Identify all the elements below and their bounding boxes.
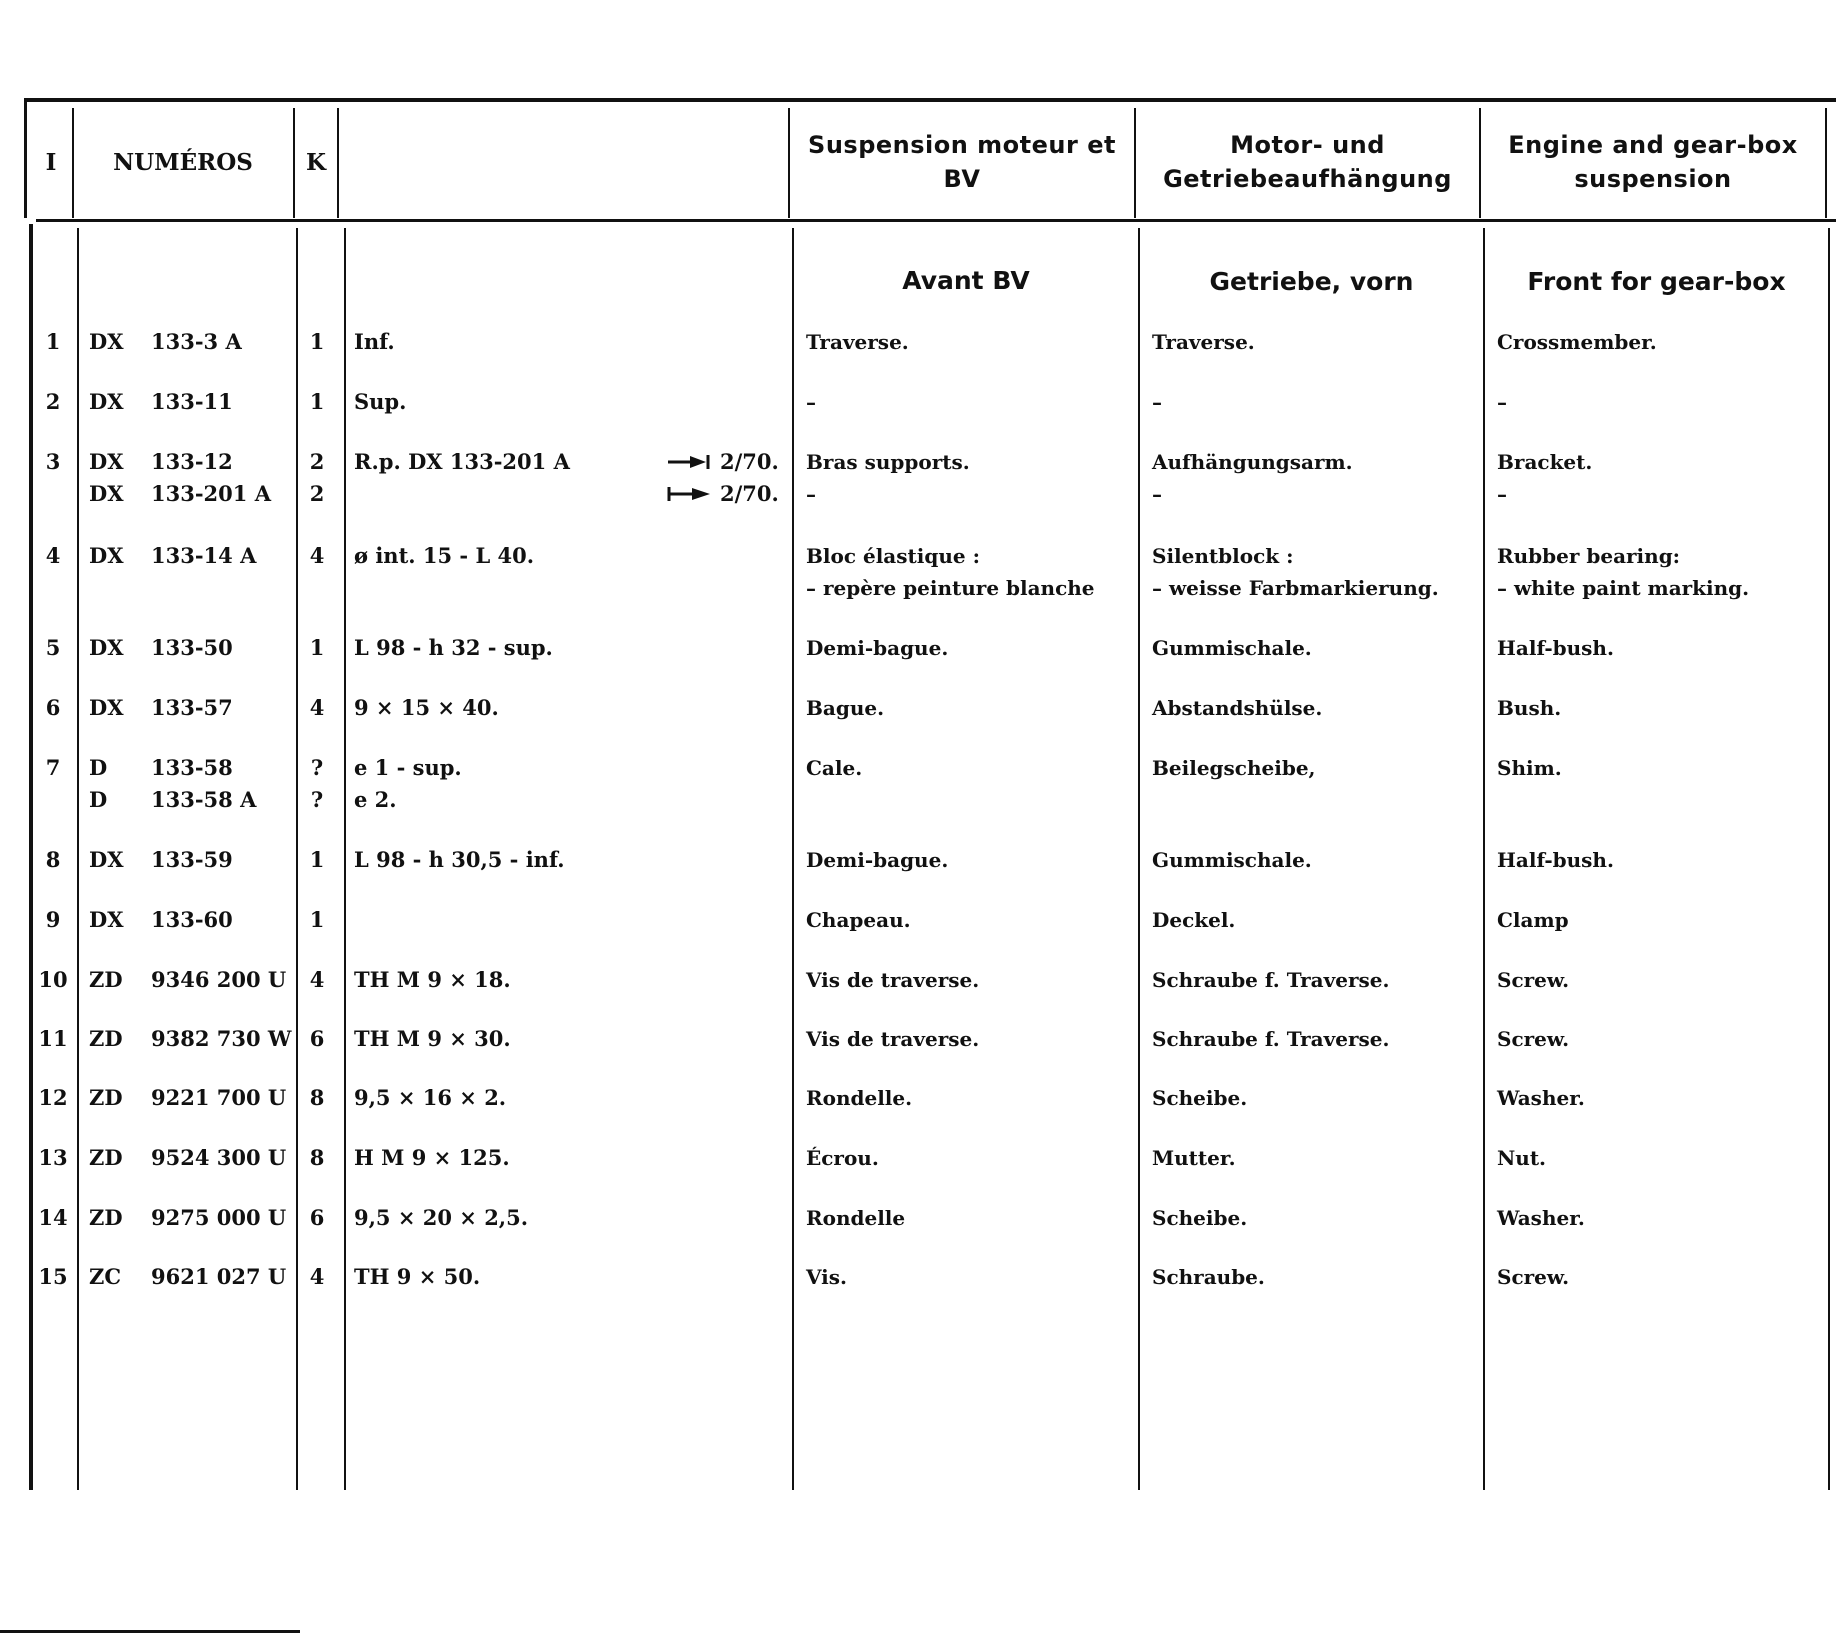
quantity: 1 [309,907,325,932]
row-index: 14 [38,1205,68,1230]
table-row [0,1082,1836,1114]
header-divider [1825,108,1827,218]
part-spec: 9,5 × 20 × 2,5. [354,1205,529,1230]
part-prefix: DX [89,389,124,414]
part-number: 9382 730 W [151,1026,292,1051]
description-french: Vis de traverse. [806,968,980,992]
bar-to-arrow-icon [666,486,712,502]
description-german: Schraube. [1152,1265,1265,1289]
quantity: ? [310,787,324,812]
header-i: I [45,148,57,176]
quantity: 1 [309,635,325,660]
part-prefix: DX [89,635,124,660]
part-spec: L 98 - h 32 - sup. [354,635,553,660]
modification-date [666,446,779,478]
part-spec: 9 × 15 × 40. [354,695,499,720]
part-spec: H M 9 × 125. [354,1145,510,1170]
table-row [0,540,1836,604]
part-number: 133-50 [151,635,233,660]
modification-arrow [666,486,712,502]
description-french: – [806,390,816,414]
description-german: Deckel. [1152,908,1236,932]
description-english: Washer. [1497,1206,1585,1230]
description-english: – [1497,482,1507,506]
part-spec: e 2. [354,787,397,812]
quantity: 1 [309,847,325,872]
quantity: 4 [309,695,325,720]
description-english: Rubber bearing: [1497,544,1681,568]
description-french: Traverse. [806,330,909,354]
header-k: K [306,148,326,176]
part-number: 133-60 [151,907,233,932]
subheader-french: Avant BV [902,266,1030,295]
header-german [1136,108,1479,216]
description-english: Clamp [1497,908,1569,932]
part-prefix: DX [89,481,124,506]
quantity: 2 [309,449,325,474]
quantity: 1 [309,329,325,354]
row-index: 6 [45,695,61,720]
header-german-line1: Motor- und [1230,131,1385,159]
part-spec: L 98 - h 30,5 - inf. [354,847,565,872]
row-index: 3 [45,449,61,474]
part-spec: R.p. DX 133-201 A [354,449,570,474]
table-row [0,1202,1836,1234]
description-german: Silentblock : [1152,544,1294,568]
part-prefix: D [89,755,108,780]
description-french: Rondelle [806,1206,906,1230]
part-prefix: ZC [89,1264,122,1289]
description-english: – white paint marking. [1497,576,1750,600]
description-french: Rondelle. [806,1086,913,1110]
part-spec: TH M 9 × 18. [354,967,511,992]
description-german: Schraube f. Traverse. [1152,1027,1390,1051]
header-english-line2: suspension [1574,165,1732,193]
description-english: Screw. [1497,1265,1570,1289]
description-french: Écrou. [806,1146,879,1170]
description-english: – [1497,390,1507,414]
subheader-german: Getriebe, vorn [1209,267,1414,296]
part-prefix: DX [89,847,124,872]
description-german: – weisse Farbmarkierung. [1152,576,1439,600]
part-prefix: DX [89,543,124,568]
description-english: Bush. [1497,696,1562,720]
quantity: 2 [309,481,325,506]
description-german: Gummischale. [1152,636,1312,660]
part-prefix: ZD [89,1145,123,1170]
description-english: Half-bush. [1497,636,1614,660]
description-german: Traverse. [1152,330,1255,354]
table-row [0,964,1836,996]
row-index: 7 [45,755,61,780]
description-french: Demi-bague. [806,636,949,660]
part-prefix: DX [89,449,124,474]
modification-date [666,478,779,510]
row-index: 13 [38,1145,68,1170]
part-number: 9346 200 U [151,967,287,992]
description-english: Screw. [1497,968,1570,992]
arrow-to-bar-icon [666,454,712,470]
table-row [0,446,1836,510]
row-index: 4 [45,543,61,568]
part-number: 133-57 [151,695,233,720]
description-german: Aufhängungsarm. [1152,450,1353,474]
part-prefix: ZD [89,1205,123,1230]
description-english: Bracket. [1497,450,1593,474]
row-index: 15 [38,1264,68,1289]
row-index: 10 [38,967,68,992]
quantity: 4 [309,967,325,992]
header-german-line2: Getriebeaufhängung [1163,165,1452,193]
quantity: 4 [309,543,325,568]
part-number: 133-12 [151,449,233,474]
table-row [0,632,1836,664]
row-index: 12 [38,1085,68,1110]
table-row [0,386,1836,418]
description-french: – repère peinture blanche [806,576,1095,600]
header-english-line1: Engine and gear-box [1508,131,1798,159]
row-index: 1 [45,329,61,354]
part-prefix: D [89,787,108,812]
part-number: 133-11 [151,389,233,414]
table-row [0,692,1836,724]
description-french: Bras supports. [806,450,970,474]
description-german: Gummischale. [1152,848,1312,872]
row-index: 9 [45,907,61,932]
modification-arrow [666,454,712,470]
description-french: Chapeau. [806,908,911,932]
header-bottom-rule [36,219,1836,222]
description-german: – [1152,482,1162,506]
header-divider [24,100,27,218]
quantity: 6 [309,1026,325,1051]
description-french: Cale. [806,756,863,780]
table-row [0,326,1836,358]
description-english: Nut. [1497,1146,1547,1170]
part-prefix: ZD [89,1085,123,1110]
table-row [0,1023,1836,1055]
header-divider [337,108,339,218]
description-french: Vis. [806,1265,847,1289]
top-rule [24,98,1836,102]
part-spec: TH 9 × 50. [354,1264,481,1289]
table-row [0,1261,1836,1293]
description-german: Scheibe. [1152,1086,1248,1110]
description-english: Washer. [1497,1086,1585,1110]
description-german: – [1152,390,1162,414]
row-index: 8 [45,847,61,872]
table-row [0,752,1836,816]
quantity: 6 [309,1205,325,1230]
part-number: 133-59 [151,847,233,872]
part-number: 9621 027 U [151,1264,287,1289]
header-english [1481,108,1825,216]
description-german: Scheibe. [1152,1206,1248,1230]
modification-date-text: 2/70. [720,449,779,474]
part-spec: ø int. 15 - L 40. [354,543,535,568]
part-spec: TH M 9 × 30. [354,1026,511,1051]
description-french: – [806,482,816,506]
description-german: Mutter. [1152,1146,1236,1170]
part-prefix: DX [89,907,124,932]
quantity: ? [310,755,324,780]
description-german: Abstandshülse. [1152,696,1323,720]
part-number: 9275 000 U [151,1205,287,1230]
description-english: Shim. [1497,756,1562,780]
description-english: Screw. [1497,1027,1570,1051]
description-german: Schraube f. Traverse. [1152,968,1390,992]
part-spec: 9,5 × 16 × 2. [354,1085,507,1110]
part-spec: Sup. [354,389,407,414]
table-row [0,1142,1836,1174]
description-english: Crossmember. [1497,330,1657,354]
description-french: Bague. [806,696,885,720]
quantity: 4 [309,1264,325,1289]
header-french: Suspension moteur et BV [808,131,1116,193]
subheader-english: Front for gear-box [1527,267,1786,296]
part-spec: Inf. [354,329,395,354]
description-french: Vis de traverse. [806,1027,980,1051]
part-prefix: DX [89,329,124,354]
row-index: 5 [45,635,61,660]
part-number: 133-58 [151,755,233,780]
row-index: 2 [45,389,61,414]
description-english: Half-bush. [1497,848,1614,872]
part-number: 9221 700 U [151,1085,287,1110]
part-prefix: DX [89,695,124,720]
part-number: 133-3 A [151,329,242,354]
bottom-rule [0,1630,300,1633]
part-number: 133-58 A [151,787,257,812]
part-spec: e 1 - sup. [354,755,462,780]
table-row [0,844,1836,876]
table-row [0,904,1836,936]
modification-date-text: 2/70. [720,481,779,506]
description-german: Beilegscheibe, [1152,756,1316,780]
part-prefix: ZD [89,1026,123,1051]
part-prefix: ZD [89,967,123,992]
quantity: 1 [309,389,325,414]
description-french: Demi-bague. [806,848,949,872]
header-numeros: NUMÉROS [113,148,253,176]
quantity: 8 [309,1145,325,1170]
part-number: 133-201 A [151,481,271,506]
row-index: 11 [38,1026,68,1051]
quantity: 8 [309,1085,325,1110]
part-number: 133-14 A [151,543,257,568]
description-french: Bloc élastique : [806,544,980,568]
part-number: 9524 300 U [151,1145,287,1170]
